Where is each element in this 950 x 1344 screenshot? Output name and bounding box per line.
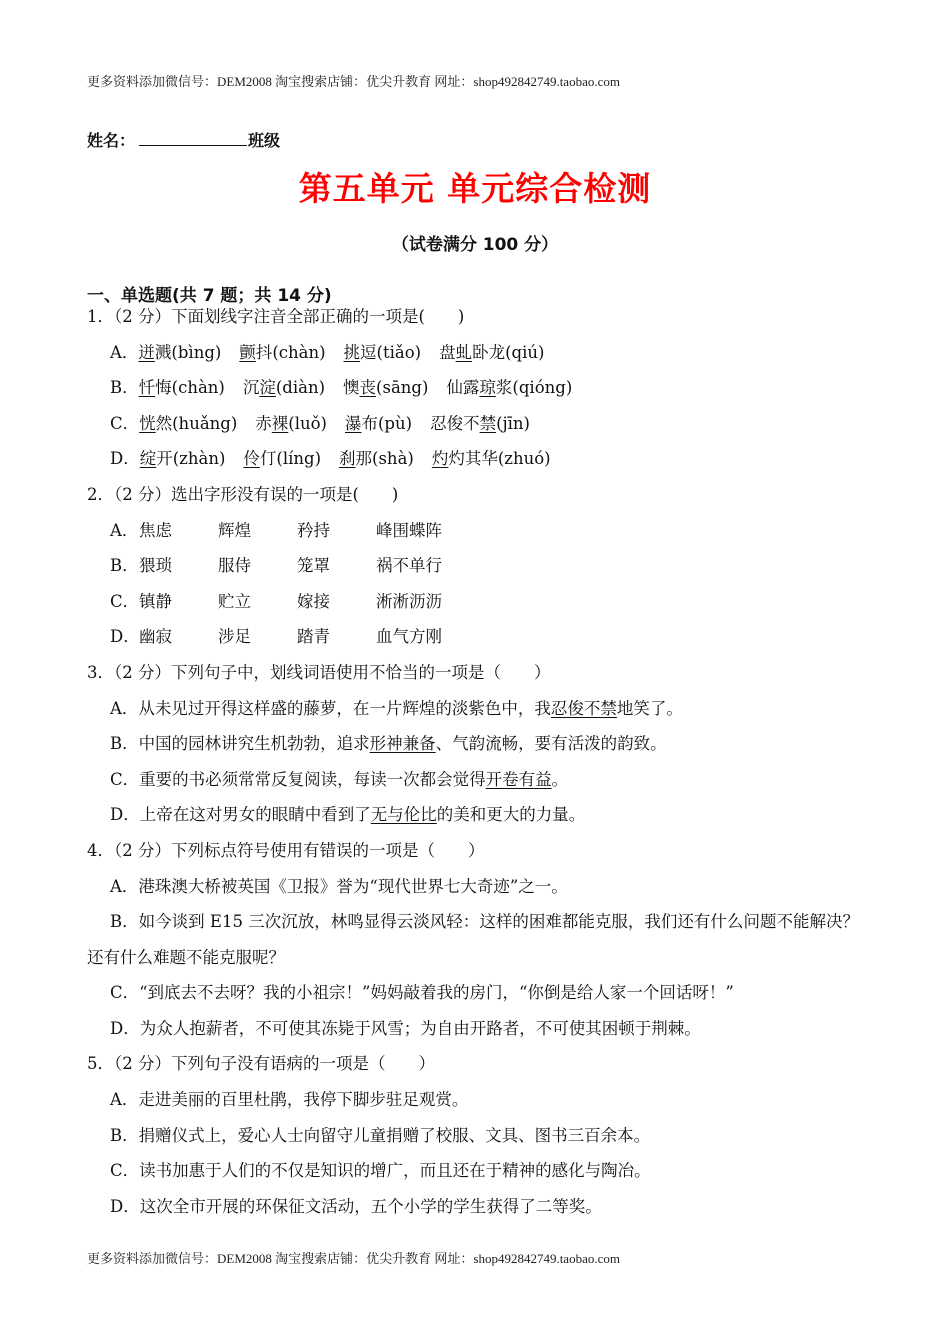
option-item	[243, 370, 325, 406]
underlined-text: 灼	[431, 449, 449, 469]
option-item	[139, 370, 225, 406]
question-5	[87, 1046, 859, 1224]
option-item	[297, 548, 376, 584]
underlined-text: 无与伦比	[370, 805, 437, 825]
option-text: (jīn)	[496, 413, 530, 433]
underlined-text: 颤	[239, 342, 256, 362]
option-text: 。	[551, 769, 569, 789]
name-label: 姓名：	[87, 131, 136, 150]
underlined-text: 禁	[479, 413, 497, 433]
option-label: B．	[110, 912, 139, 932]
underlined-text: 裸	[271, 413, 289, 433]
option-text: 抖(chàn)	[255, 342, 326, 362]
option-text: 赤	[255, 413, 272, 433]
option-a	[87, 513, 859, 549]
option-item	[439, 335, 544, 371]
option-item	[430, 406, 530, 442]
option-label: D．	[110, 449, 140, 469]
option-text: 贮立	[218, 591, 251, 611]
option-item	[297, 584, 376, 620]
option-item	[218, 548, 297, 584]
option-text: 忍俊不	[430, 413, 480, 433]
option-label: C．	[110, 1161, 140, 1181]
name-blank[interactable]	[139, 131, 247, 146]
option-text: “到底去不去呀？我的小祖宗！”妈妈敲着我的房门，“你倒是给人家一个回话呀！”	[139, 983, 734, 1003]
option-item	[376, 619, 455, 655]
option-item	[138, 335, 221, 371]
option-label: A．	[110, 698, 139, 718]
class-label: 班级	[248, 131, 281, 150]
option-text: 捐赠仪式上，爱心人士向留守儿童捐赠了校服、文具、图书三百余本。	[138, 1125, 651, 1145]
option-text: 灼其华(zhuó)	[448, 449, 551, 469]
underlined-text: 恍	[139, 413, 156, 433]
section-heading: 一、单选题(共 7 题；共 14 分)	[87, 286, 332, 306]
option-label: C．	[110, 413, 140, 433]
option-item	[139, 513, 218, 549]
option-label: D．	[110, 1196, 140, 1216]
option-item	[139, 619, 218, 655]
option-label: A．	[110, 342, 139, 362]
option-b	[87, 1118, 859, 1154]
option-d	[87, 1189, 859, 1225]
option-text: 如今谈到 E15 三次沉放，林鸣显得云淡风轻：这样的困难都能克服，我们还有什么问题不能解决？还有什么难题不能克服呢？	[87, 912, 859, 967]
page-title: 第五单元 单元综合检测	[298, 169, 652, 208]
option-a	[87, 335, 859, 371]
option-text: 港珠澳大桥被英国《卫报》誉为“现代世界七大奇迹”之一。	[138, 876, 568, 896]
option-c	[87, 975, 859, 1011]
option-text: (luǒ)	[288, 413, 327, 433]
option-item	[376, 548, 455, 584]
option-item	[218, 619, 297, 655]
option-text: 从未见过开得这样盛的藤萝，在一片辉煌的淡紫色中，我	[138, 698, 551, 718]
option-item	[218, 513, 297, 549]
option-label: A．	[110, 876, 139, 896]
option-label: B．	[110, 378, 139, 398]
option-item	[339, 441, 414, 477]
option-text: 重要的书必须常常反复阅读，每读一次都会觉得	[139, 769, 486, 789]
option-d	[87, 441, 859, 477]
option-text: 卧龙(qiú)	[472, 342, 545, 362]
question-1	[87, 299, 859, 477]
question-stem: 5．（2 分）下列句子没有语病的一项是（ ）	[87, 1054, 435, 1074]
option-item	[218, 584, 297, 620]
option-item	[297, 513, 376, 549]
option-label: C．	[110, 983, 140, 1003]
option-c	[87, 406, 859, 442]
underlined-text: 淀	[259, 378, 276, 398]
option-text: 上帝在这对男女的眼睛中看到了	[139, 805, 371, 825]
option-item	[243, 441, 321, 477]
question-3	[87, 655, 859, 833]
option-c	[87, 762, 859, 798]
underlined-text: 丧	[359, 378, 377, 398]
option-item	[297, 619, 376, 655]
option-c	[87, 584, 859, 620]
option-a	[87, 691, 859, 727]
footer-note: 更多资料添加微信号：DEM2008 淘宝搜索店铺：优尖升教育 网址：shop492842749.taobao.com	[87, 1251, 620, 1266]
page-subtitle: （试卷满分 100 分）	[391, 235, 559, 255]
option-label: C．	[110, 591, 140, 611]
option-b	[87, 548, 859, 584]
option-item	[446, 370, 572, 406]
option-b	[87, 370, 859, 406]
option-text: 祸不单行	[376, 556, 442, 576]
option-text: 懊	[343, 378, 360, 398]
option-text: 峰围蝶阵	[376, 520, 442, 540]
header-note: 更多资料添加微信号：DEM2008 淘宝搜索店铺：优尖升教育 网址：shop492842749.taobao.com	[87, 74, 620, 89]
option-item	[376, 513, 455, 549]
underlined-text: 忍俊不禁	[550, 698, 617, 718]
option-text: 盘	[439, 342, 456, 362]
option-text: 幽寂	[139, 627, 172, 647]
option-text: 矜持	[297, 520, 330, 540]
option-item	[140, 441, 226, 477]
option-text: 猥琐	[139, 556, 172, 576]
option-item	[139, 548, 218, 584]
option-item	[139, 584, 218, 620]
option-item	[432, 441, 551, 477]
option-text: 中国的园林讲究生机勃勃，追求	[138, 734, 370, 754]
option-label: B．	[110, 1125, 139, 1145]
underlined-text: 开卷有益	[485, 769, 552, 789]
option-text: (sāng)	[376, 378, 429, 398]
underlined-text: 形神兼备	[369, 734, 436, 754]
underlined-text: 忏	[138, 378, 156, 398]
underlined-text: 刹	[339, 449, 356, 469]
underlined-text: 挑	[343, 342, 361, 362]
option-d	[87, 1011, 859, 1047]
option-item	[344, 335, 422, 371]
option-text: 辉煌	[218, 520, 251, 540]
option-text: 镇静	[139, 591, 172, 611]
option-text: 为众人抱薪者，不可使其冻毙于风雪；为自由开路者，不可使其困顿于荆棘。	[139, 1018, 701, 1038]
underlined-text: 伶	[243, 449, 260, 469]
option-text: 这次全市开展的环保征文活动，五个小学的学生获得了二等奖。	[139, 1196, 602, 1216]
question-stem: 4．（2 分）下列标点符号使用有错误的一项是（ ）	[87, 840, 485, 860]
option-text: 开(zhàn)	[156, 449, 226, 469]
option-text: 焦虑	[139, 520, 172, 540]
option-item	[343, 370, 428, 406]
underlined-text: 瀑	[345, 413, 362, 433]
question-4	[87, 833, 859, 1047]
option-text: 浆(qióng)	[495, 378, 573, 398]
option-label: A．	[110, 520, 139, 540]
option-text: 嫁接	[297, 591, 330, 611]
question-stem: 3．（2 分）下列句子中，划线词语使用不恰当的一项是（ ）	[87, 662, 551, 682]
question-list	[87, 299, 859, 1224]
option-text: 的美和更大的力量。	[436, 805, 586, 825]
option-item	[139, 406, 237, 442]
option-text: 血气方刚	[376, 627, 442, 647]
option-item	[239, 335, 325, 371]
question-stem: 2．（2 分）选出字形没有误的一项是( )	[87, 484, 399, 504]
option-text: 服侍	[218, 556, 251, 576]
underlined-text: 绽	[139, 449, 157, 469]
option-a	[87, 869, 859, 905]
option-text: 溅(bìng)	[154, 342, 222, 362]
option-text: 那(shà)	[355, 449, 414, 469]
option-text: 淅淅沥沥	[376, 591, 442, 611]
option-text: 然(huǎng)	[155, 413, 238, 433]
option-item	[376, 584, 455, 620]
underlined-text: 迸	[138, 342, 155, 362]
option-text: 地笑了。	[616, 698, 683, 718]
option-text: 悔(chàn)	[155, 378, 225, 398]
option-item	[255, 406, 327, 442]
option-text: (diàn)	[275, 378, 326, 398]
option-text: 沉	[242, 378, 260, 398]
option-text: 踏青	[297, 627, 330, 647]
name-class-line	[87, 128, 280, 151]
option-label: B．	[110, 734, 139, 754]
option-text: 涉足	[218, 627, 251, 647]
option-text: 仃(líng)	[259, 449, 322, 469]
option-c	[87, 1153, 859, 1189]
option-d	[87, 797, 859, 833]
option-text: 布(pù)	[361, 413, 413, 433]
option-label: D．	[110, 805, 140, 825]
option-item	[345, 406, 412, 442]
option-text: 笼罩	[297, 556, 330, 576]
option-a	[87, 1082, 859, 1118]
option-text: 走进美丽的百里杜鹃，我停下脚步驻足观赏。	[138, 1090, 469, 1110]
underlined-text: 琼	[479, 378, 496, 398]
question-2	[87, 477, 859, 655]
option-label: D．	[110, 1018, 140, 1038]
option-label: D．	[110, 627, 140, 647]
question-stem: 1．（2 分）下面划线字注音全部正确的一项是( )	[87, 307, 465, 326]
option-label: A．	[110, 1090, 139, 1110]
option-label: B．	[110, 556, 139, 576]
option-text: 、气韵流畅，要有活泼的韵致。	[435, 734, 667, 754]
underlined-text: 虬	[455, 342, 473, 362]
option-b	[87, 904, 859, 975]
option-d	[87, 619, 859, 655]
option-text: 读书加惠于人们的不仅是知识的增广，而且还在于精神的感化与陶冶。	[139, 1161, 651, 1181]
option-text: 仙露	[446, 378, 480, 398]
option-b	[87, 726, 859, 762]
option-text: 逗(tiǎo)	[360, 342, 422, 362]
option-label: C．	[110, 769, 140, 789]
